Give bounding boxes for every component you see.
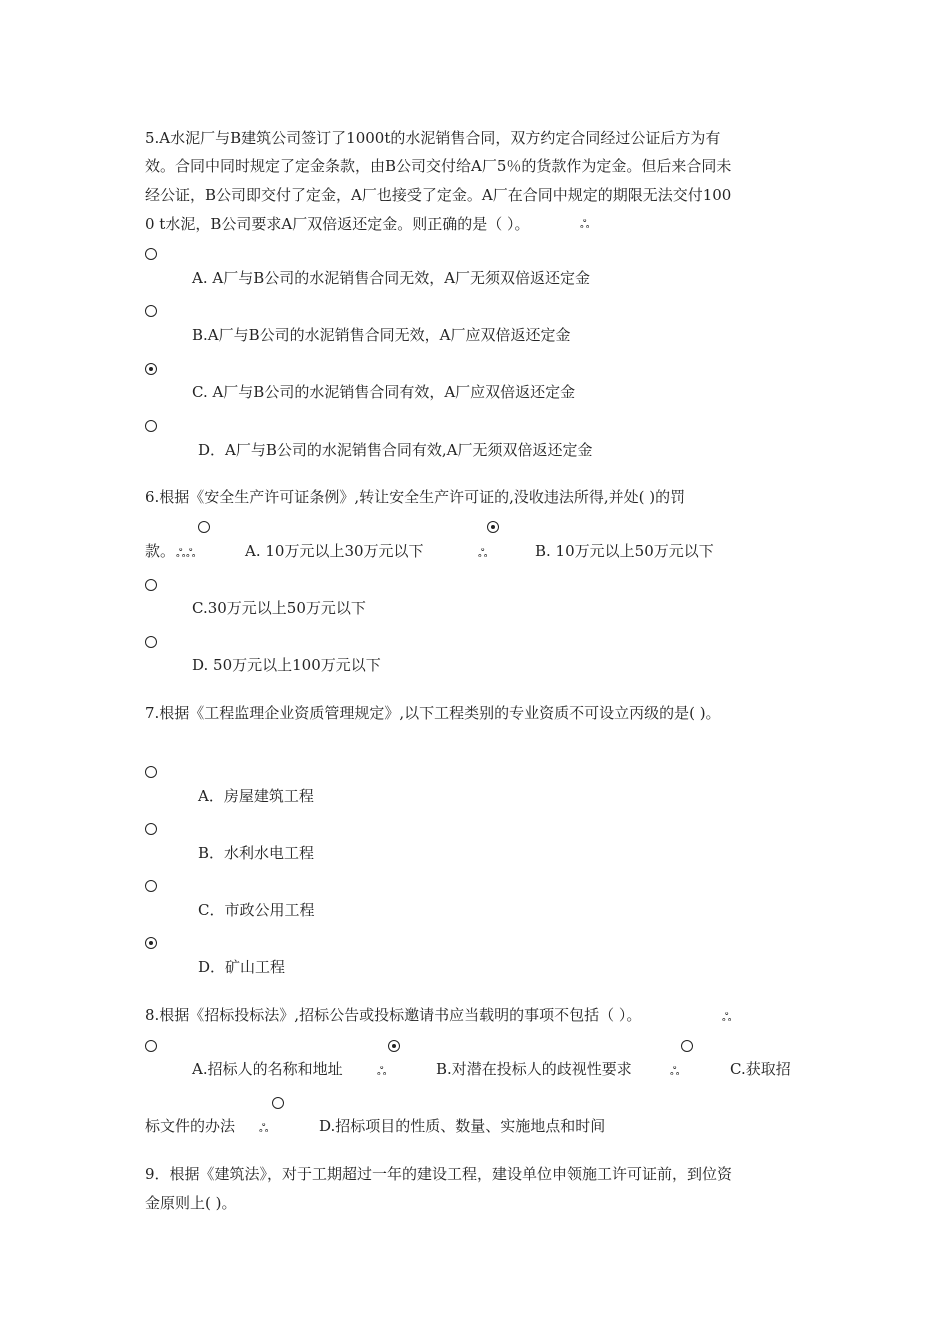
q7-stem: 7.根据《工程监理企业资质管理规定》,以下工程类别的专业资质不可设立丙级的是( )。: [145, 704, 721, 722]
q9-stem-line-2: 金原则上( )。: [145, 1194, 237, 1212]
q6-option-d-radio[interactable]: [145, 636, 157, 648]
q5-option-d-radio[interactable]: [145, 420, 157, 432]
q7-option-b-radio[interactable]: [145, 823, 157, 835]
paragraph-mark-icon: ஃ: [580, 217, 590, 231]
q8-option-c-label-continuation: 标文件的办法: [145, 1117, 236, 1135]
q5-stem-line-4: 0 t水泥，B公司要求A厂双倍返还定金。则正确的是（ ）。: [145, 215, 530, 233]
q6-option-d-label: D. 50万元以上100万元以下: [192, 656, 381, 674]
q8-option-a-label: A.招标人的名称和地址: [192, 1060, 343, 1078]
q5-option-d-label: D．A厂与B公司的水泥销售合同有效,A厂无须双倍返还定金: [198, 441, 593, 459]
q6-option-c-radio[interactable]: [145, 579, 157, 591]
q8-option-b-radio[interactable]: [388, 1040, 400, 1052]
q7-option-d-label: D．矿山工程: [198, 958, 286, 976]
q5-stem-line-1: 5.A水泥厂与B建筑公司签订了1000t的水泥销售合同，双方约定合同经过公证后方为有: [145, 129, 721, 147]
paragraph-mark-icon: ஃ: [259, 1121, 269, 1135]
q8-option-c-label: C.获取招: [730, 1060, 791, 1078]
q5-stem-line-2: 效。合同中同时规定了定金条款，由B公司交付给A厂5％的货款作为定金。但后来合同未: [145, 157, 732, 175]
q6-option-a-label: A. 10万元以上30万元以下: [245, 542, 424, 560]
q9-stem-line-1: 9．根据《建筑法》，对于工期超过一年的建设工程，建设单位申领施工许可证前，到位资: [145, 1165, 733, 1183]
q6-option-b-label: B. 10万元以上50万元以下: [535, 542, 714, 560]
q8-option-d-label: D.招标项目的性质、数量、实施地点和时间: [319, 1117, 606, 1135]
q7-option-a-radio[interactable]: [145, 766, 157, 778]
q8-option-c-radio[interactable]: [681, 1040, 693, 1052]
paragraph-mark-icon: ஃ: [176, 546, 186, 560]
q7-option-d-radio[interactable]: [145, 937, 157, 949]
q5-option-b-radio[interactable]: [145, 305, 157, 317]
q7-option-b-label: B．水利水电工程: [198, 844, 315, 862]
q5-option-c-label: C. A厂与B公司的水泥销售合同有效，A厂应双倍返还定金: [192, 383, 576, 401]
q7-option-c-radio[interactable]: [145, 880, 157, 892]
q6-option-a-radio[interactable]: [198, 521, 210, 533]
q8-option-b-label: B.对潜在投标人的歧视性要求: [436, 1060, 632, 1078]
q8-option-a-radio[interactable]: [145, 1040, 157, 1052]
q5-option-a-label: A. A厂与B公司的水泥销售合同无效，A厂无须双倍返还定金: [192, 269, 591, 287]
paragraph-mark-icon: ஃ: [186, 546, 196, 560]
q6-option-b-radio[interactable]: [487, 521, 499, 533]
q8-option-d-radio[interactable]: [272, 1097, 284, 1109]
q5-option-b-label: B.A厂与B公司的水泥销售合同无效，A厂应双倍返还定金: [192, 326, 571, 344]
paragraph-mark-icon: ஃ: [478, 546, 488, 560]
q6-stem: 6.根据《安全生产许可证条例》,转让安全生产许可证的,没收违法所得,并处( )的罚: [145, 488, 686, 506]
q7-option-a-label: A．房屋建筑工程: [198, 787, 314, 805]
q5-option-a-radio[interactable]: [145, 248, 157, 260]
paragraph-mark-icon: ஃ: [670, 1064, 680, 1078]
paragraph-mark-icon: ஃ: [722, 1010, 732, 1024]
q5-option-c-radio[interactable]: [145, 363, 157, 375]
q7-option-c-label: C．市政公用工程: [198, 901, 315, 919]
q8-stem: 8.根据《招标投标法》,招标公告或投标邀请书应当载明的事项不包括（ ）。: [145, 1006, 642, 1024]
q6-stem-continuation: 款。: [145, 542, 176, 560]
paragraph-mark-icon: ஃ: [377, 1064, 387, 1078]
q5-stem-line-3: 经公证，B公司即交付了定金，A厂也接受了定金。A厂在合同中规定的期限无法交付100: [145, 186, 732, 204]
q6-option-c-label: C.30万元以上50万元以下: [192, 599, 366, 617]
